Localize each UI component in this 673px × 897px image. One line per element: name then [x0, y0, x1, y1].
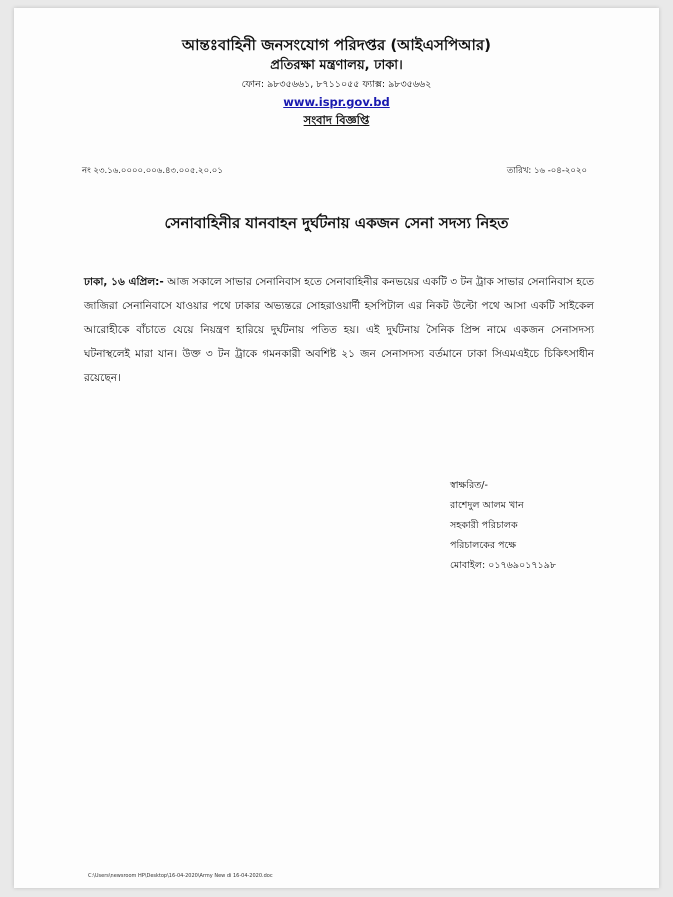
dateline: ঢাকা, ১৬ এপ্রিল:- — [84, 276, 164, 288]
letterhead — [14, 34, 659, 129]
headline: সেনাবাহিনীর যানবাহন দুর্ঘটনায় একজন সেনা সদস্য নিহত — [164, 214, 509, 232]
signature-block — [450, 476, 556, 576]
press-release-label: সংবাদ বিজ্ঞপ্তি — [303, 113, 370, 127]
signatory-name: রাশেদুল আলম খান — [450, 500, 524, 511]
organization-name: আন্তঃবাহিনী জনসংযোগ পরিদপ্তর (আইএসপিআর) — [182, 36, 491, 54]
on-behalf-of: পরিচালকের পক্ষে — [450, 540, 517, 551]
website-link[interactable]: www.ispr.gov.bd — [283, 95, 390, 109]
body-text: আজ সকালে সাভার সেনানিবাস হতে সেনাবাহিনীর কনভয়ের একটি ৩ টন ট্রাক সাভার সেনানিবাস হতে জাজিরা সেনানিবাসে যাওয়ার পথে ঢাকার অভ্যন্তরে সোহরাওয়ার্দী হসপিটাল এর নিকট উল্টো পথে আসা একটি সাইকেল আরোহীকে বাঁচাতে যেয়ে নিয়ন্ত্রণ হারিয়ে দুর্ঘটনায় পতিত হয়। এই দুর্ঘটনায় সৈনিক প্রিন্স নামে একজন সেনাসদস্য ঘটনাস্থলেই মারা যান। উক্ত ৩ টন ট্রাকে গমনকারী অবশিষ্ট ২১ জন সেনাসদস্য বর্তমানে ঢাকা সিএমএইচে চিকিৎসাধীন রয়েছেন। — [84, 276, 594, 384]
file-path-footer: C:\Users\newsroom HP\Desktop\16-04-2020\Army New di 16-04-2020.doc — [88, 873, 273, 879]
ministry-name: প্রতিরক্ষা মন্ত্রণালয়, ঢাকা। — [270, 58, 403, 73]
body-paragraph — [84, 270, 594, 390]
memo-number: নং ২৩.১৬.০০০০.০০৬.৪৩.০০৫.২০.০১ — [82, 166, 223, 176]
press-release-page — [14, 8, 659, 888]
contact-numbers: ফোন: ৯৮৩৫৬৬১, ৮৭১১০৫৫ ফ্যাক্স: ৯৮৩৫৬৬২ — [241, 79, 432, 90]
signed-mark: স্বাক্ষরিত/- — [450, 480, 488, 491]
signatory-title: সহকারী পরিচালক — [450, 520, 518, 531]
reference-row — [82, 164, 587, 178]
release-date: তারিখ: ১৬ -০৪-২০২০ — [506, 166, 587, 176]
mobile-number: মোবাইল: ০১৭৬৯০১৭১৯৮ — [450, 560, 557, 571]
